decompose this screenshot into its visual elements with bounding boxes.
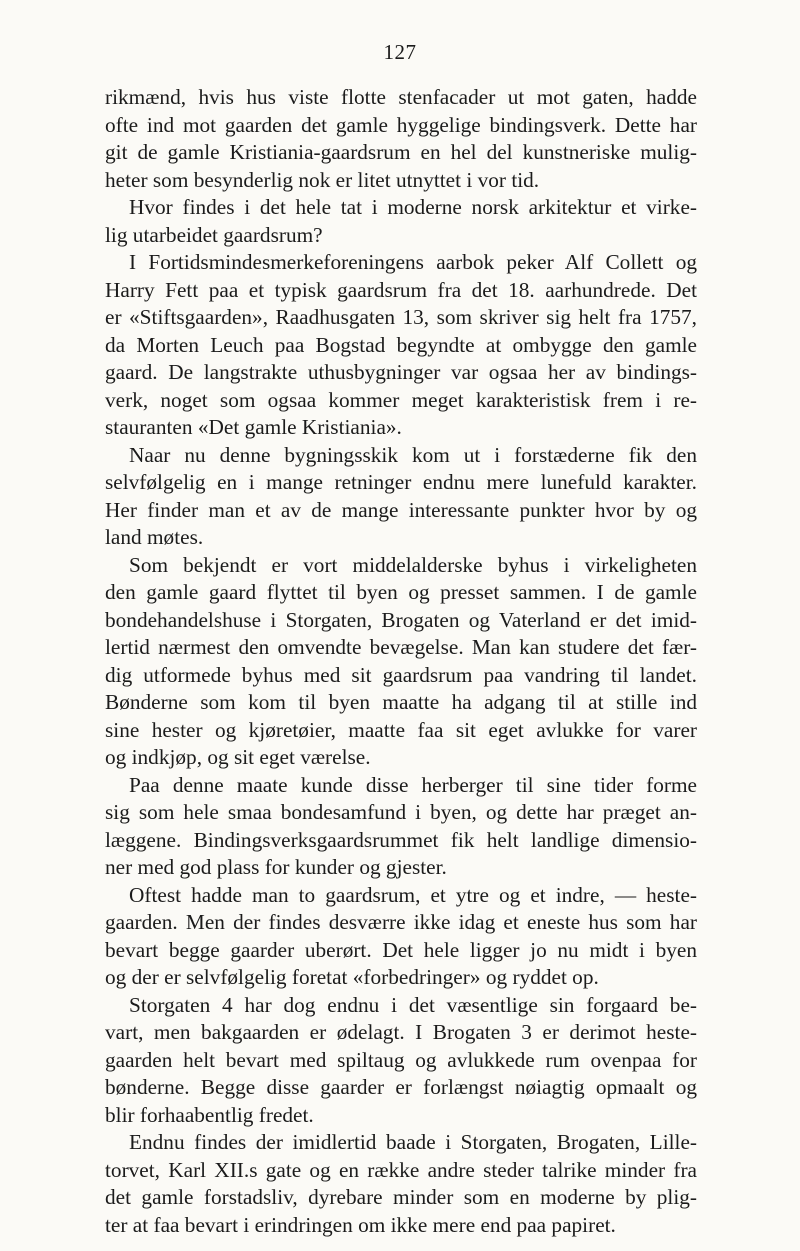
paragraph [105,442,697,552]
page-number: 127 [383,40,417,64]
text-line: Bønderne som kom til byen maatte ha adgang til at stille ind [105,690,697,714]
text-line: gaarden helt bevart med spiltaug og avlukkede rum ovenpaa for [105,1047,697,1072]
text-line: vart, men bakgaarden er ødelagt. I Brogaten 3 er derimot heste- [105,1020,697,1044]
paragraph [105,772,697,882]
text-line: Oftest hadde man to gaardsrum, et ytre og et indre, — heste- [129,882,697,907]
text-line: gaard. De langstrakte uthusbygninger var ogsaa her av bindings- [105,360,697,384]
text-line: heter som besynderlig nok er litet utnyttet i vor tid. [105,167,540,192]
text-line: Naar nu denne bygningsskik kom ut i forstæderne fik den [129,442,697,467]
text-line: Harry Fett paa et typisk gaardsrum fra det 18. aarhundrede. Det [105,277,697,302]
text-line: lig utarbeidet gaardsrum? [105,222,323,247]
text-line: læggene. Bindingsverksgaardsrummet fik helt landlige dimensio- [105,827,697,852]
text-line: bondehandelshuse i Storgaten, Brogaten og Vaterland er det imid- [105,607,697,632]
text-line: er «Stiftsgaarden», Raadhusgaten 13, som skriver sig helt fra 1757, [105,305,697,329]
text-line: Storgaten 4 har dog endnu i det væsentlige sin forgaard be- [129,992,697,1017]
text-line: land møtes. [105,525,204,549]
text-line: verk, noget som ogsaa kommer meget karakteristisk frem i re- [105,387,697,412]
text-line: Endnu findes der imidlertid baade i Storgaten, Brogaten, Lille- [129,1130,697,1154]
paragraph [105,882,697,992]
text-line: bevart begge gaarder uberørt. Det hele ligger jo nu midt i byen [105,937,697,962]
text-line: git de gamle Kristiania-gaardsrum en hel del kunstneriske mulig- [105,140,697,164]
paragraph [105,249,697,442]
paragraph [105,992,697,1130]
text-line: dig utformede byhus med sit gaardsrum paa vandring til landet. [105,662,697,687]
text-line: ter at faa bevart i erindringen om ikke mere end paa papiret. [105,1212,616,1237]
body-text [105,84,697,1239]
text-line: bønderne. Begge disse gaarder er forlængst nøiagtig opmaalt og [105,1075,697,1099]
text-line: den gamle gaard flyttet til byen og presset sammen. I de gamle [105,580,697,604]
text-line: rikmænd, hvis hus viste flotte stenfacader ut mot gaten, hadde [105,85,697,109]
text-line: lertid nærmest den omvendte bevægelse. Man kan studere det fær- [105,635,697,659]
text-line: det gamle forstadsliv, dyrebare minder som en moderne by plig- [105,1185,697,1209]
text-line: stauranten «Det gamle Kristiania». [105,415,402,439]
paragraph [105,552,697,772]
text-line: gaarden. Men der findes desværre ikke idag et eneste hus som har [105,910,697,934]
text-line: sine hester og kjøretøier, maatte faa sit eget avlukke for varer [105,717,697,742]
paragraph [105,1129,697,1239]
text-line: sig som hele smaa bondesamfund i byen, og dette har præget an- [105,800,697,824]
text-line: I Fortidsmindesmerkeforeningens aarbok peker Alf Collett og [129,250,697,274]
text-line: ofte ind mot gaarden det gamle hyggelige bindingsverk. Dette har [105,112,697,137]
text-line: Hvor findes i det hele tat i moderne norsk arkitektur et virke- [129,195,697,219]
text-line: da Morten Leuch paa Bogstad begyndte at ombygge den gamle [105,332,697,357]
text-line: torvet, Karl XII.s gate og en række andre steder talrike minder fra [105,1157,697,1182]
text-line: blir forhaabentlig fredet. [105,1102,314,1127]
text-line: og der er selvfølgelig foretat «forbedringer» og ryddet op. [105,965,599,989]
paragraph [105,84,697,194]
text-line: Som bekjendt er vort middelalderske byhus i virkeligheten [129,552,697,577]
text-line: ner med god plass for kunder og gjester. [105,855,447,879]
paragraph [105,194,697,249]
text-line: Paa denne maate kunde disse herberger til sine tider forme [129,772,697,797]
text-line: Her finder man et av de mange interessante punkter hvor by og [105,497,697,522]
text-line: og indkjøp, og sit eget værelse. [105,745,371,769]
text-line: selvfølgelig en i mange retninger endnu mere lunefuld karakter. [105,470,697,494]
